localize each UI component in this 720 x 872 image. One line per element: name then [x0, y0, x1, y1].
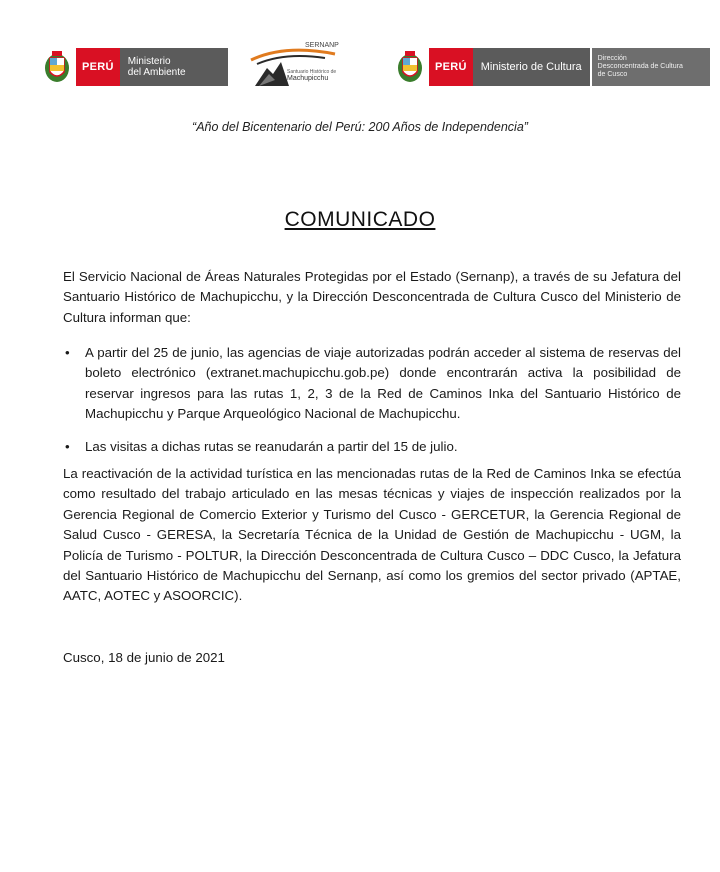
sernanp-logo — [245, 42, 345, 98]
peru-label: PERÚ — [76, 48, 120, 86]
sernanp-title: SERNANP — [305, 42, 339, 49]
bullet-icon: • — [65, 345, 70, 360]
document-title: COMUNICADO — [284, 208, 436, 231]
list-item-text: A partir del 25 de junio, las agencias de viaje autorizadas podrán acceder al sistema de reservas del boleto electrónico (extranet.machupicchu.gob.pe) donde encontrarán activa la posibilidad de reservar ingresos para las rutas 1, 2, 3 de la Red de Caminos Inka del Santuario Histórico de Machupicchu y Parque Arqueológico Nacional de Machupicchu. — [85, 345, 681, 422]
ministry-line2: del Ambiente — [127, 67, 186, 78]
date-line: Cusco, 18 de junio de 2021 — [63, 650, 225, 665]
list-item — [63, 343, 681, 425]
intro-paragraph: El Servicio Nacional de Áreas Naturales Protegidas por el Estado (Sernanp), a través de su Jefatura del Santuario Histórico de Machupicchu, y la Dirección Desconcentrada de Cultura Cusco del Ministerio de Cultura informan que: — [63, 269, 681, 325]
ddc-line1: Dirección — [597, 55, 627, 62]
ddc-line2: Desconcentrada de Cultura — [597, 63, 683, 70]
cultura-logo — [395, 48, 710, 86]
bullet-icon: • — [65, 438, 70, 454]
year-motto: “Año del Bicentenario del Perú: 200 Años de Independencia” — [192, 120, 528, 134]
sernanp-place: Machupicchu — [287, 75, 329, 82]
peru-coat-of-arms-icon — [395, 48, 425, 86]
ddc-label — [592, 48, 710, 86]
list-item — [63, 437, 681, 457]
ministry-name: Ministerio de Cultura — [473, 48, 590, 86]
announcement-list — [63, 343, 681, 457]
peru-coat-of-arms-icon — [42, 48, 72, 86]
closing-paragraph: La reactivación de la actividad turística en las mencionadas rutas de la Red de Caminos Inka se efectúa como resultado del trabajo articulado en las mesas técnicas y viajes de inspección realizados por la Gerencia Regional de Comercio Exterior y Turismo del Cusco - GERCETUR, la Gerencia Regional de Salud Cusco - GERESA, la Secretaría Técnica de la Unidad de Gestión de Machupicchu - UGM, la Policía de Turismo - POLTUR, la Dirección Desconcentrada de Cultura Cusco – DDC Cusco, la Jefatura del Santuario Histórico de Machupicchu del Sernanp, así como los gremios del sector privado (APTAE, AATC, AOTEC y ASOORCIC). — [63, 466, 681, 604]
ministry-name — [120, 48, 228, 86]
document-header — [0, 40, 720, 104]
sernanp-subtitle: Santuario Histórico de — [287, 69, 337, 75]
peru-label: PERÚ — [429, 48, 473, 86]
minam-logo — [42, 48, 228, 86]
ministry-line1: Ministerio — [127, 56, 171, 67]
list-item-text: Las visitas a dichas rutas se reanudarán a partir del 15 de julio. — [85, 438, 458, 454]
ddc-line3: de Cusco — [597, 71, 628, 78]
